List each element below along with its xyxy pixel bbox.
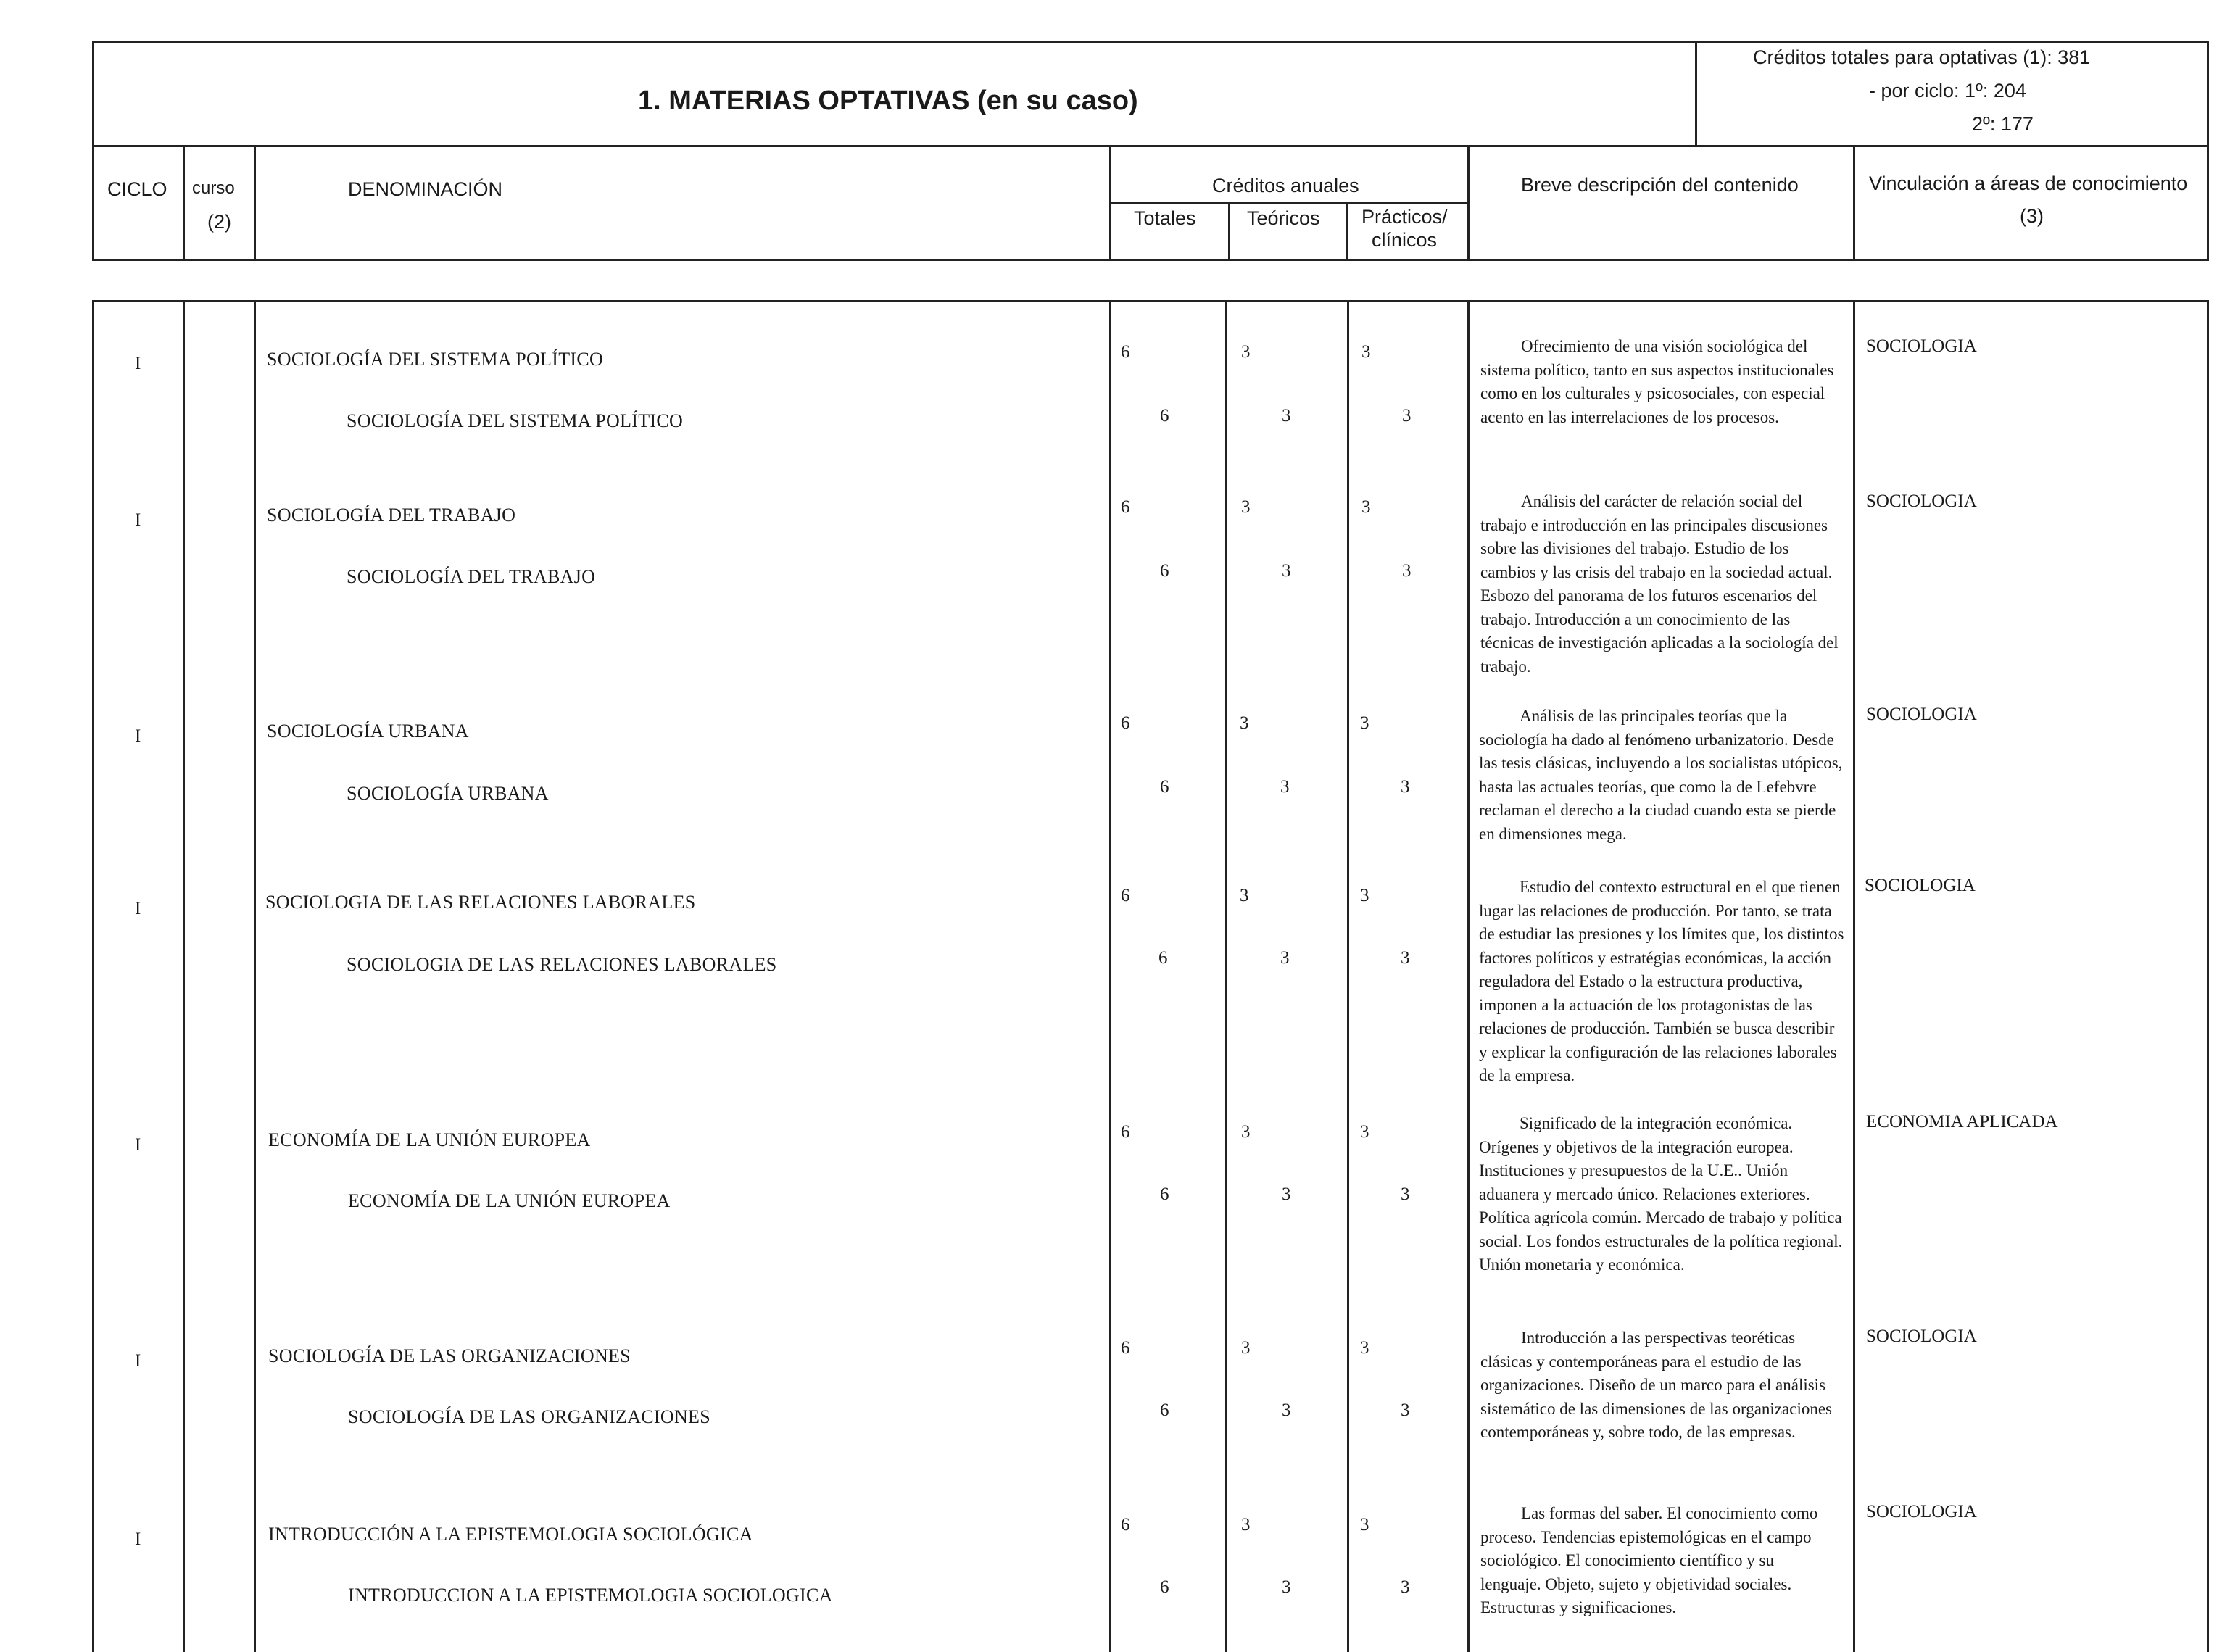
materia-totales: 6 (1121, 1122, 1130, 1142)
creditos-ciclo-2: 2º: 177 (1972, 113, 2034, 135)
asignatura-name: ECONOMÍA DE LA UNIÓN EUROPEA (348, 1190, 671, 1211)
col-header-clinicos: clínicos (1372, 229, 1438, 251)
materia-teoricos: 3 (1241, 497, 1251, 517)
col-divider (1109, 202, 1468, 204)
asignatura-totales: 6 (1160, 1184, 1169, 1204)
area-conocimiento: SOCIOLOGIA (1866, 1327, 1977, 1346)
materia-name: SOCIOLOGÍA DE LAS ORGANIZACIONES (268, 1345, 631, 1366)
area-conocimiento: SOCIOLOGIA (1866, 336, 1977, 356)
body-border-left (92, 300, 94, 1652)
col-divider (254, 145, 256, 261)
materia-teoricos: 3 (1241, 1122, 1251, 1142)
col-header-ciclo: CICLO (107, 178, 167, 200)
asignatura-name: SOCIOLOGÍA DE LAS ORGANIZACIONES (348, 1406, 710, 1427)
col-header-totales: Totales (1134, 207, 1196, 229)
materia-name: SOCIOLOGÍA DEL TRABAJO (267, 505, 516, 526)
col-header-curso: curso (192, 178, 235, 198)
asignatura-teoricos: 3 (1282, 1184, 1291, 1204)
materia-name: ECONOMÍA DE LA UNIÓN EUROPEA (268, 1129, 591, 1150)
creditos-ciclo-1: - por ciclo: 1º: 204 (1869, 80, 2026, 101)
materia-practicos: 3 (1361, 342, 1371, 362)
descripcion-text: Las formas del saber. El conocimiento como proceso. Tendencias epistemológicas en el campo sociológico. El conocimiento científico y su lenguaje. Objeto, sujeto y objetividad sociales. Estructuras y significaciones. (1480, 1504, 1818, 1616)
body-divider (183, 300, 185, 1652)
asignatura-name: SOCIOLOGÍA DEL TRABAJO (347, 566, 596, 587)
col-header-teoricos: Teóricos (1247, 207, 1320, 229)
asignatura-teoricos: 3 (1280, 777, 1290, 797)
asignatura-practicos: 3 (1401, 1400, 1410, 1420)
area-conocimiento: ECONOMIA APLICADA (1866, 1112, 2058, 1132)
descripcion-text: Estudio del contexto estructural en el que tienen lugar las relaciones de producción. Por tanto, se trata de estudiar las presiones y los límites que, los distintos factores políticos y estratégias económicas, la acción reguladora del Estado o la estructura productiva, imponen a la actuación de los protagonistas de las relaciones de producción. También se busca describir y explicar la configuración de las relaciones laborales de la empresa. (1479, 878, 1844, 1084)
materia-totales: 6 (1121, 342, 1130, 362)
col-header-vinculacion: Vinculación a áreas de conocimiento (1869, 173, 2188, 194)
asignatura-teoricos: 3 (1282, 406, 1291, 426)
asignatura-totales: 6 (1160, 561, 1169, 581)
asignatura-name: SOCIOLOGIA DE LAS RELACIONES LABORALES (347, 954, 777, 975)
materia-totales: 6 (1121, 886, 1130, 905)
row-ciclo: I (135, 726, 141, 746)
col-divider (1346, 202, 1348, 261)
body-divider (1225, 300, 1227, 1652)
asignatura-teoricos: 3 (1282, 561, 1291, 581)
materia-practicos: 3 (1360, 1338, 1369, 1358)
col-header-creditos-anuales: Créditos anuales (1212, 175, 1359, 196)
materia-teoricos: 3 (1240, 713, 1249, 733)
body-divider (254, 300, 256, 1652)
asignatura-totales: 6 (1160, 777, 1169, 797)
materia-teoricos: 3 (1240, 886, 1249, 905)
asignatura-totales: 6 (1160, 1400, 1169, 1420)
header-divider (92, 145, 2209, 147)
asignatura-practicos: 3 (1401, 777, 1410, 797)
materia-totales: 6 (1121, 1515, 1130, 1535)
col-header-denominacion: DENOMINACIÓN (348, 178, 503, 200)
descripcion-text: Ofrecimiento de una visión sociológica del sistema político, tanto en sus aspectos institucionales como en los culturales y psicosociales, con especial acento en las interrelaciones de los procesos. (1480, 337, 1834, 426)
materia-name: SOCIOLOGIA DE LAS RELACIONES LABORALES (265, 892, 696, 913)
row-ciclo: I (135, 510, 141, 530)
page-title: 1. MATERIAS OPTATIVAS (en su caso) (638, 86, 1138, 116)
col-header-practicos: Prácticos/ (1361, 206, 1448, 228)
asignatura-practicos: 3 (1402, 561, 1412, 581)
materia-name: SOCIOLOGÍA DEL SISTEMA POLÍTICO (267, 349, 604, 370)
area-conocimiento: SOCIOLOGIA (1866, 1502, 1977, 1522)
header-title-divider (1695, 41, 1697, 146)
body-divider (1853, 300, 1855, 1652)
asignatura-name: SOCIOLOGÍA DEL SISTEMA POLÍTICO (347, 410, 684, 431)
row-ciclo: I (135, 1135, 141, 1155)
asignatura-totales: 6 (1160, 406, 1169, 426)
col-header-vinculacion-note: (3) (2020, 205, 2044, 227)
asignatura-teoricos: 3 (1282, 1577, 1291, 1597)
asignatura-practicos: 3 (1401, 948, 1410, 968)
materia-practicos: 3 (1360, 1515, 1369, 1535)
materia-teoricos: 3 (1241, 1338, 1251, 1358)
asignatura-practicos: 3 (1402, 406, 1412, 426)
body-top-border (92, 300, 2209, 302)
materia-teoricos: 3 (1241, 342, 1251, 362)
materia-practicos: 3 (1360, 713, 1369, 733)
descripcion-text: Análisis del carácter de relación social del trabajo e introducción en las principales discusiones sobre las divisiones del trabajo. Estudio de los cambios y las crisis del trabajo en la sociedad actual. Esbozo del panorama de los futuros escenarios del trabajo. Introducción a un conocimiento de las técnicas de investigación aplicadas a la sociología del trabajo. (1480, 492, 1839, 676)
body-divider (1347, 300, 1349, 1652)
materia-totales: 6 (1121, 497, 1130, 517)
col-header-descripcion: Breve descripción del contenido (1521, 174, 1799, 196)
materia-name: INTRODUCCIÓN A LA EPISTEMOLOGIA SOCIOLÓGICA (268, 1524, 753, 1545)
row-ciclo: I (135, 1351, 141, 1371)
creditos-totales: Créditos totales para optativas (1): 381 (1753, 46, 2091, 68)
col-divider (1467, 145, 1470, 261)
row-ciclo: I (135, 899, 141, 918)
asignatura-totales: 6 (1158, 948, 1168, 968)
descripcion-text: Análisis de las principales teorías que la sociología ha dado al fenómeno urbanizatorio. Desde las tesis clásicas, incluyendo a los socialistas utópicos, hasta las actuales teorías, que como la de Lefebvre reclaman el derecho a la ciudad cuando esta se pierde en dimensiones mega. (1479, 707, 1843, 843)
materia-totales: 6 (1121, 713, 1130, 733)
materia-teoricos: 3 (1241, 1515, 1251, 1535)
materia-practicos: 3 (1360, 1122, 1369, 1142)
asignatura-name: INTRODUCCION A LA EPISTEMOLOGIA SOCIOLOGICA (348, 1585, 833, 1606)
asignatura-practicos: 3 (1401, 1184, 1410, 1204)
col-header-curso-note: (2) (207, 211, 231, 233)
asignatura-teoricos: 3 (1280, 948, 1290, 968)
asignatura-teoricos: 3 (1282, 1400, 1291, 1420)
body-divider (1109, 300, 1111, 1652)
area-conocimiento: SOCIOLOGIA (1866, 491, 1977, 511)
row-ciclo: I (135, 354, 141, 373)
materia-practicos: 3 (1361, 497, 1371, 517)
body-border-right (2207, 300, 2209, 1652)
col-divider (1228, 202, 1230, 261)
col-divider (183, 145, 185, 261)
row-ciclo: I (135, 1529, 141, 1549)
materia-totales: 6 (1121, 1338, 1130, 1358)
materia-practicos: 3 (1360, 886, 1369, 905)
area-conocimiento: SOCIOLOGIA (1866, 705, 1977, 724)
col-divider (1853, 145, 1855, 261)
asignatura-name: SOCIOLOGÍA URBANA (347, 783, 549, 804)
area-conocimiento: SOCIOLOGIA (1865, 876, 1976, 895)
descripcion-text: Significado de la integración económica. Orígenes y objetivos de la integración europea. Instituciones y presupuestos de la U.E.. Unión aduanera y mercado único. Relaciones exteriores. Política agrícola común. Mercado de trabajo y política social. Los fondos estructurales de la política regional. Unión monetaria y económica. (1479, 1114, 1843, 1274)
materia-name: SOCIOLOGÍA URBANA (267, 721, 469, 742)
body-divider (1467, 300, 1470, 1652)
asignatura-totales: 6 (1160, 1577, 1169, 1597)
asignatura-practicos: 3 (1401, 1577, 1410, 1597)
descripcion-text: Introducción a las perspectivas teoréticas clásicas y contemporáneas para el estudio de las organizaciones. Diseño de un marco para el análisis sistemático de las dimensiones de las organizaciones contemporáneas y, sobre todo, de las empresas. (1480, 1329, 1832, 1441)
